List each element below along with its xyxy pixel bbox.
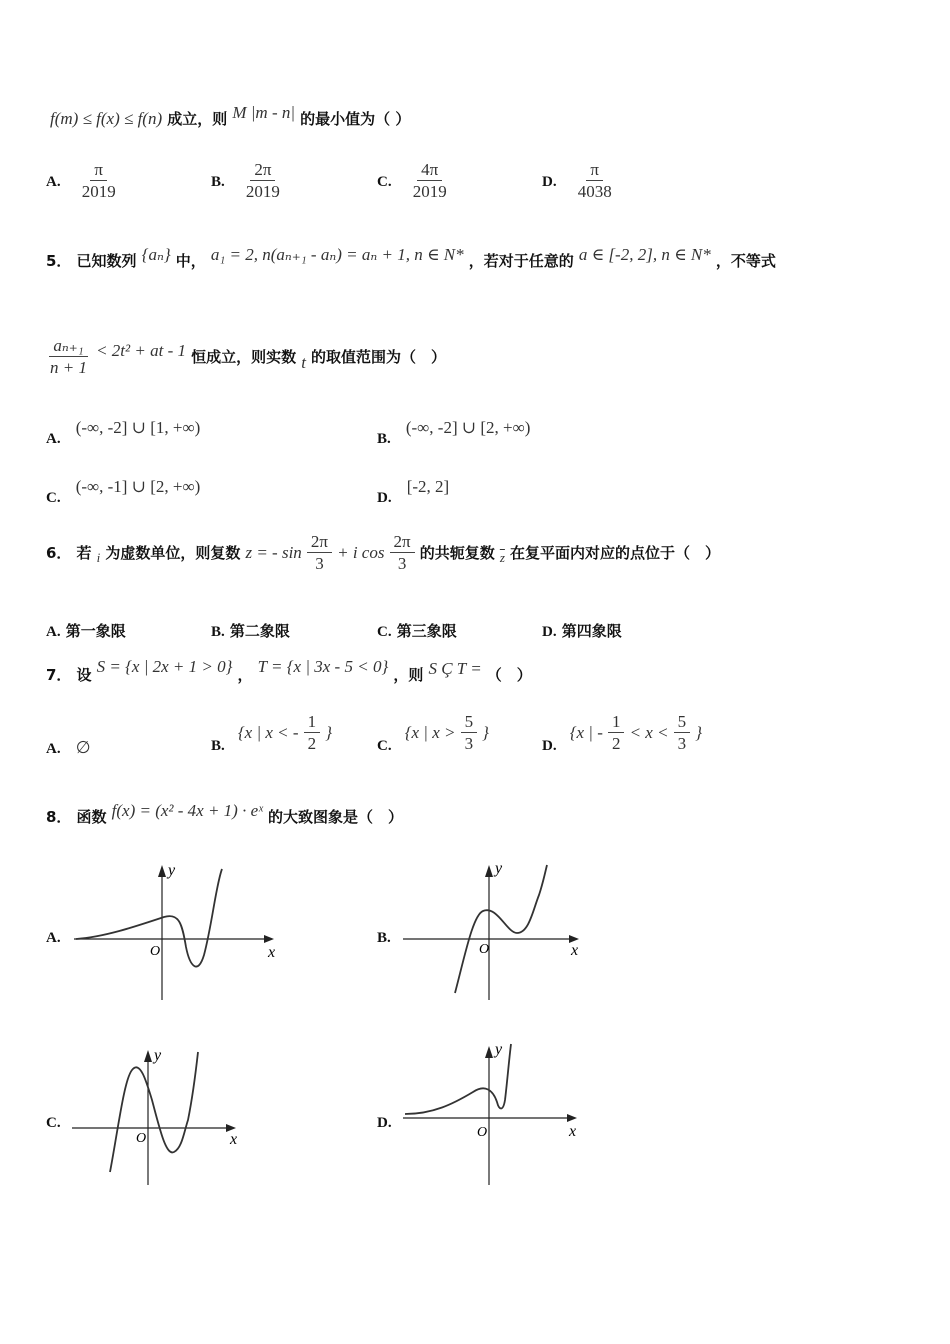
option-label: C.: [377, 738, 392, 754]
origin-label: O: [477, 1125, 488, 1140]
option-post: }: [482, 723, 489, 742]
fraction-numerator: 1: [304, 712, 321, 733]
q4-text2: 的最小值为（ ）: [300, 110, 411, 128]
q4-option-d[interactable]: [542, 160, 616, 203]
q4-option-c[interactable]: [377, 160, 451, 203]
y-axis-label: y: [154, 1047, 162, 1064]
q6-option-b[interactable]: [211, 620, 290, 641]
option-value: 第三象限: [396, 622, 457, 640]
q5-option-a[interactable]: [46, 418, 201, 447]
q5-seq: {aₙ}: [141, 245, 171, 264]
option-label: B.: [377, 431, 391, 447]
option-fraction: [242, 160, 284, 203]
q5-text3: ，若对于任意的: [468, 252, 574, 270]
fraction-denominator: 3: [677, 734, 687, 753]
option-label: C.: [377, 624, 392, 640]
fraction-numerator: 4π: [417, 160, 442, 181]
option-label: C.: [377, 174, 392, 190]
fraction-denominator: n + 1: [50, 358, 87, 377]
q6-line: [46, 532, 720, 575]
q5-var: t: [301, 353, 306, 372]
fraction-denominator: 2: [307, 734, 317, 753]
option-pre: {x | x >: [404, 723, 456, 742]
option-post: }: [695, 723, 703, 742]
option-label: D.: [542, 174, 557, 190]
option-label: D.: [377, 1115, 392, 1131]
q8-func: f(x) = (x² - 4x + 1) · eˣ: [111, 801, 263, 820]
fraction-denominator: 2: [611, 734, 621, 753]
x-axis-arrow: [264, 935, 274, 943]
q5-line2: [46, 336, 446, 379]
graph-d: [403, 1040, 623, 1190]
q4-formula2: M |m - n|: [232, 103, 296, 122]
option-pre: {x | -: [569, 723, 603, 742]
q6-number: 6．: [46, 544, 72, 562]
q7-comma: ，: [237, 666, 253, 684]
option-label: A.: [46, 431, 61, 447]
option-label: A.: [46, 624, 61, 640]
q8-text2: 的大致图象是（ ）: [268, 808, 404, 826]
q4-formula: f(m) ≤ f(x) ≤ f(n): [50, 109, 163, 128]
origin-label: O: [479, 942, 490, 957]
q6-text4: 在复平面内对应的点位于（ ）: [510, 544, 721, 562]
q5-cond: a₁ = 2, n(aₙ₊₁ - aₙ) = aₙ + 1, n ∈ N*: [210, 245, 464, 264]
q4-tail-line: [50, 103, 411, 129]
fraction-numerator: π: [586, 160, 603, 181]
q6-option-d[interactable]: [542, 620, 622, 641]
fraction-numerator: π: [90, 160, 107, 181]
q8-number: 8．: [46, 808, 72, 826]
option-value: (-∞, -2] ∪ [1, +∞): [75, 418, 201, 437]
q5-line1: [46, 245, 776, 271]
option-label: D.: [542, 738, 557, 754]
option-fraction-2: [674, 712, 691, 755]
x-axis-label: x: [571, 942, 579, 959]
origin-label: O: [136, 1131, 147, 1146]
q6-frac1: [307, 532, 332, 575]
option-value: (-∞, -1] ∪ [2, +∞): [75, 477, 201, 496]
fraction-numerator: 5: [674, 712, 691, 733]
q5-text2: 中，: [175, 252, 206, 270]
option-value: 第四象限: [561, 622, 622, 640]
option-label: B.: [377, 930, 391, 946]
option-label: D.: [542, 624, 557, 640]
fraction-numerator: 2π: [250, 160, 275, 181]
option-label: C.: [46, 1115, 61, 1131]
option-label: B.: [211, 174, 225, 190]
y-axis-label: y: [168, 862, 176, 879]
option-label: A.: [46, 174, 61, 190]
curve: [110, 1052, 198, 1172]
option-fraction: [608, 712, 625, 755]
fraction-numerator: 1: [608, 712, 625, 733]
option-label: A.: [46, 741, 61, 757]
x-axis-label: x: [268, 944, 276, 961]
q6-option-a[interactable]: [46, 620, 126, 641]
graph-c: [72, 1040, 292, 1190]
fraction-numerator: 2π: [390, 532, 415, 553]
y-axis-label: y: [495, 1041, 503, 1058]
fraction-denominator: 4038: [577, 182, 612, 201]
y-axis-arrow: [158, 865, 166, 877]
y-axis-label: y: [495, 860, 503, 877]
q7-expr: S Ç T =: [428, 659, 482, 678]
fraction-numerator: 5: [461, 712, 478, 733]
q6-mid: + i cos: [337, 543, 385, 562]
y-axis-arrow: [144, 1050, 152, 1062]
option-value: (-∞, -2] ∪ [2, +∞): [405, 418, 531, 437]
option-fraction: [409, 160, 451, 203]
q6-text1: 若: [76, 544, 92, 562]
q5-option-d[interactable]: [377, 477, 450, 506]
fraction-denominator: 3: [397, 554, 407, 573]
option-label: A.: [46, 930, 61, 946]
q7-text2: ，则: [393, 666, 424, 684]
option-fraction: [304, 712, 321, 755]
option-label: B.: [211, 738, 225, 754]
q6-frac2: [390, 532, 415, 575]
q4-text1: 成立，则: [167, 110, 228, 128]
y-axis-arrow: [485, 1046, 493, 1058]
x-axis-arrow: [567, 1114, 577, 1122]
graph-b: [403, 855, 623, 1005]
option-label: D.: [377, 490, 392, 506]
q7-option-d[interactable]: [542, 712, 702, 755]
fraction-denominator: 2019: [412, 182, 447, 201]
option-value: 第一象限: [65, 622, 126, 640]
q5-option-c[interactable]: [46, 477, 201, 506]
x-axis-label: x: [569, 1123, 577, 1140]
q8-line: [46, 801, 404, 827]
q7-option-a[interactable]: [46, 738, 91, 758]
fraction-denominator: 2019: [245, 182, 280, 201]
option-pre: {x | x < -: [237, 723, 299, 742]
q5-text4: ，不等式: [715, 252, 776, 270]
q6-zbar: z: [499, 550, 505, 565]
q5-ineq-rest: < 2t² + at - 1: [96, 341, 186, 360]
curve: [455, 865, 547, 993]
fraction-numerator: 2π: [307, 532, 332, 553]
q6-text3: 的共轭复数: [419, 544, 495, 562]
q5-ineq-fraction: [46, 336, 91, 379]
option-value: [-2, 2]: [406, 477, 450, 496]
y-axis-arrow: [485, 865, 493, 877]
fraction-denominator: 2019: [81, 182, 116, 201]
curve: [76, 869, 222, 967]
q7-text3: （ ）: [486, 666, 532, 684]
graph-a: [74, 855, 294, 1005]
option-fraction: [461, 712, 478, 755]
q7-text1: 设: [76, 666, 92, 684]
q7-option-c[interactable]: [377, 712, 489, 755]
option-fraction: [78, 160, 120, 203]
q4-option-b[interactable]: [211, 160, 284, 203]
empty-set-symbol: ∅: [75, 738, 91, 757]
fraction-denominator: 3: [464, 734, 474, 753]
q7-number: 7．: [46, 666, 72, 684]
option-label: B.: [211, 624, 225, 640]
q5-number: 5．: [46, 252, 72, 270]
q5-option-b[interactable]: [377, 418, 531, 447]
option-value: 第二象限: [229, 622, 290, 640]
q6-text2: 为虚数单位，则复数: [105, 544, 241, 562]
q8-text1: 函数: [76, 808, 107, 826]
q6-option-c[interactable]: [377, 620, 457, 641]
q7-option-b[interactable]: [211, 712, 332, 755]
q6-var-i: i: [96, 550, 101, 565]
option-label: C.: [46, 490, 61, 506]
q5-cond2: a ∈ [-2, 2], n ∈ N*: [578, 245, 711, 264]
q5-text6: 的取值范围为（ ）: [311, 348, 447, 366]
q7-line: [46, 657, 532, 685]
q5-text1: 已知数列: [76, 252, 137, 270]
origin-label: O: [150, 944, 161, 959]
fraction-denominator: 3: [315, 554, 324, 573]
option-fraction: [574, 160, 616, 203]
q6-z-lhs: z = - sin: [245, 543, 302, 562]
q7-set-s: S = {x | 2x + 1 > 0}: [96, 657, 233, 676]
fraction-numerator: aₙ₊₁: [49, 336, 87, 357]
option-mid: < x <: [629, 723, 669, 742]
q5-text5: 恒成立，则实数: [191, 348, 297, 366]
q7-set-t: T = {x | 3x - 5 < 0}: [257, 657, 389, 676]
option-post: }: [325, 723, 333, 742]
x-axis-label: x: [230, 1131, 238, 1148]
q4-option-a[interactable]: [46, 160, 120, 203]
